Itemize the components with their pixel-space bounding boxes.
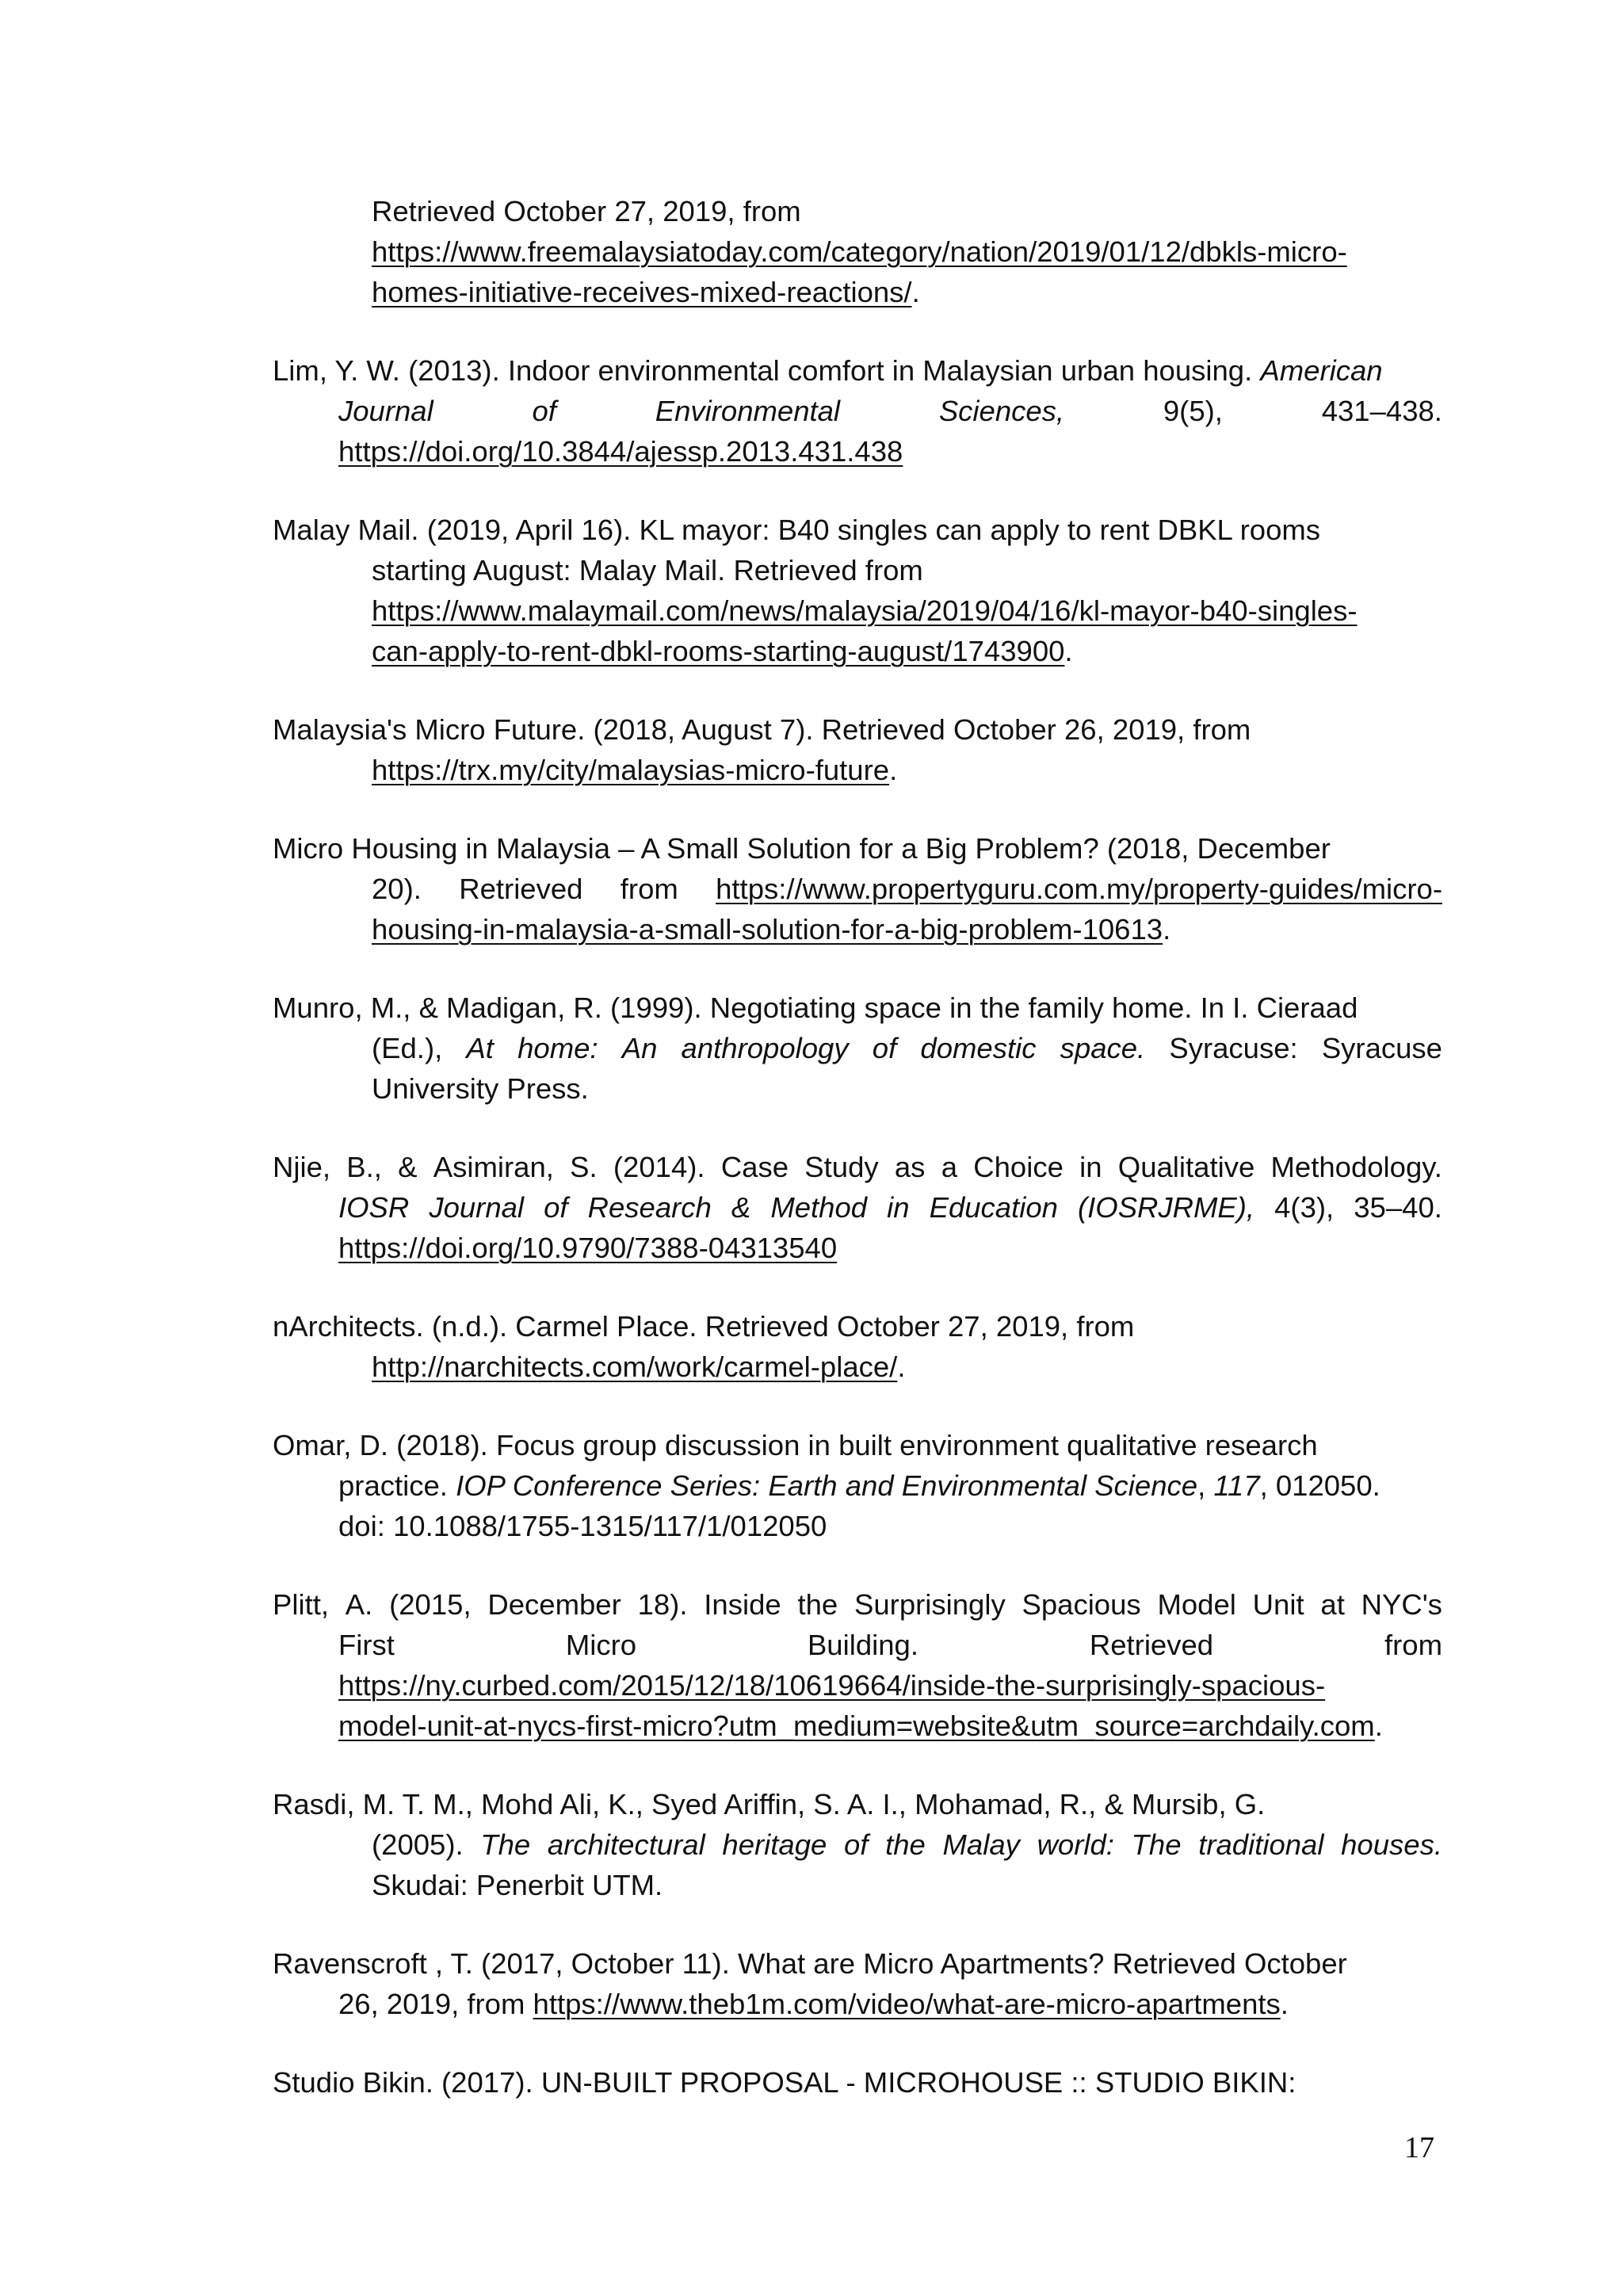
reference-line [338, 1466, 1381, 1506]
reference-line [338, 432, 903, 472]
book-title-word: anthropology [681, 1032, 849, 1064]
journal-word: Method [770, 1191, 868, 1224]
reference-word: Case [720, 1151, 789, 1183]
reference-line [372, 910, 1170, 949]
reference-line [273, 1148, 1442, 1187]
book-title-word: The [1131, 1828, 1182, 1861]
journal-word: of [544, 1191, 568, 1224]
reference-line [338, 1985, 1289, 2024]
journal-word: IOSR [338, 1191, 410, 1224]
journal-word: & [731, 1191, 751, 1224]
reference-word: Inside [704, 1588, 781, 1621]
reference-line [338, 1626, 1442, 1665]
journal-title: IOP Conference Series: Earth and Environmental Science [456, 1469, 1198, 1502]
reference-word: in [1079, 1151, 1102, 1183]
reference-word: First [338, 1629, 395, 1661]
reference-text: Ravenscroft , T. (2017, October 11). What are Micro Apartments? Retrieved October [273, 1947, 1347, 1980]
reference-line [372, 551, 923, 590]
pages: 431–438. [1321, 395, 1442, 427]
volume: 117 [1213, 1469, 1260, 1502]
reference-link[interactable]: https://trx.my/city/malaysias-micro-future [372, 754, 890, 786]
book-title-word: architectural [547, 1828, 705, 1861]
reference-word: Unit [1252, 1588, 1304, 1621]
reference-word: Njie, [273, 1151, 331, 1183]
book-title-word: space. [1060, 1032, 1146, 1064]
reference-text: Micro Housing in Malaysia – A Small Solution for a Big Problem? (2018, December [273, 832, 1331, 865]
reference-text: starting August: Malay Mail. Retrieved from [372, 554, 923, 586]
reference-text: Rasdi, M. T. M., Mohd Ali, K., Syed Ariffin, S. A. I., Mohamad, R., & Mursib, G. [273, 1788, 1266, 1820]
book-title-word: of [843, 1828, 869, 1861]
journal-word: Journal [429, 1191, 525, 1224]
reference-word: Choice [973, 1151, 1064, 1183]
reference-word: a [941, 1151, 957, 1183]
reference-text: Retrieved October 27, 2019, from [372, 195, 801, 227]
pages: 35–40. [1354, 1191, 1442, 1224]
reference-word: Retrieved [1089, 1629, 1214, 1661]
book-title-word: The [480, 1828, 531, 1861]
journal-word: Research [587, 1191, 712, 1224]
journal-word: in [887, 1191, 910, 1224]
reference-word: from [620, 873, 678, 905]
reference-word: 20). [372, 873, 422, 905]
reference-text: , 012050. [1259, 1469, 1381, 1502]
punctuation: . [911, 276, 920, 308]
reference-line [372, 591, 1358, 631]
reference-line [372, 232, 1347, 272]
reference-link[interactable]: housing-in-malaysia-a-small-solution-for-a-big-problem-10613 [372, 913, 1163, 946]
reference-link[interactable]: https://www.freemalaysiatoday.com/category/nation/2019/01/12/dbkls-micro- [372, 235, 1347, 268]
book-title-word: An [621, 1032, 658, 1064]
reference-word: Retrieved [459, 873, 583, 905]
reference-word: 18). [637, 1588, 688, 1621]
reference-text: Skudai: Penerbit UTM. [372, 1869, 663, 1901]
reference-word: A. [345, 1588, 373, 1621]
reference-line [372, 1825, 1442, 1865]
punctuation: . [1163, 913, 1171, 946]
book-title-word: At [466, 1032, 494, 1064]
reference-link[interactable]: can-apply-to-rent-dbkl-rooms-starting-august/1743900 [372, 635, 1065, 667]
reference-line [372, 1069, 589, 1109]
book-title-word: Malay [942, 1828, 1020, 1861]
reference-word: Building. [807, 1629, 918, 1661]
punctuation: . [1064, 635, 1073, 667]
reference-link[interactable]: homes-initiative-receives-mixed-reactions/ [372, 276, 912, 308]
reference-word: Methodology. [1270, 1151, 1442, 1183]
book-title-word: home: [517, 1032, 598, 1064]
journal-word: Education [929, 1191, 1058, 1224]
reference-line [273, 988, 1358, 1028]
reference-word: S. [570, 1151, 598, 1183]
reference-word: Syracuse [1321, 1032, 1442, 1064]
reference-text: Lim, Y. W. (2013). Indoor environmental comfort in Malaysian urban housing. [273, 354, 1261, 387]
reference-line [372, 869, 1442, 909]
reference-word: (2015, [389, 1588, 472, 1621]
reference-link[interactable]: https://www.propertyguru.com.my/property-guides/micro- [716, 873, 1442, 905]
reference-line [273, 2063, 1296, 2103]
reference-line [372, 273, 920, 312]
reference-link[interactable]: https://www.theb1m.com/video/what-are-micro-apartments [533, 1988, 1281, 2020]
book-title-word: of [872, 1032, 897, 1064]
page-number: 17 [1404, 2131, 1434, 2164]
reference-word: Spacious [1022, 1588, 1141, 1621]
reference-line [273, 351, 1383, 391]
reference-link[interactable]: http://narchitects.com/work/carmel-place/ [372, 1350, 898, 1383]
reference-text: , [1197, 1469, 1214, 1502]
reference-text: Munro, M., & Madigan, R. (1999). Negotiating space in the family home. In I. Cieraad [273, 991, 1358, 1024]
punctuation: . [1374, 1710, 1383, 1742]
reference-line [372, 1866, 663, 1905]
doi-link[interactable]: https://doi.org/10.3844/ajessp.2013.431.438 [338, 435, 903, 468]
punctuation: . [1280, 1988, 1289, 2020]
reference-word: the [797, 1588, 838, 1621]
reference-text: Studio Bikin. (2017). UN-BUILT PROPOSAL - MICROHOUSE :: STUDIO BIKIN: [273, 2066, 1296, 2099]
reference-word: (2005). [372, 1828, 464, 1861]
reference-line [273, 1785, 1265, 1824]
punctuation: . [889, 754, 898, 786]
journal-word: of [532, 395, 556, 427]
reference-line [273, 1585, 1442, 1625]
reference-text: nArchitects. (n.d.). Carmel Place. Retrieved October 27, 2019, from [273, 1310, 1135, 1343]
reference-line [372, 1347, 905, 1387]
reference-word: from [1384, 1629, 1442, 1661]
reference-text: 26, 2019, from [338, 1988, 533, 2020]
reference-line [273, 710, 1251, 750]
journal-word: (IOSRJRME), [1078, 1191, 1255, 1224]
journal-title: American [1260, 354, 1383, 387]
reference-text: University Press. [372, 1072, 589, 1105]
reference-line [273, 1426, 1318, 1465]
reference-text: Malaysia's Micro Future. (2018, August 7). Retrieved October 26, 2019, from [273, 713, 1251, 746]
reference-word: Qualitative [1117, 1151, 1255, 1183]
reference-link[interactable]: https://www.malaymail.com/news/malaysia/2019/04/16/kl-mayor-b40-singles- [372, 594, 1358, 627]
reference-word: NYC's [1361, 1588, 1442, 1621]
reference-word: Model [1157, 1588, 1236, 1621]
reference-line [273, 829, 1331, 869]
volume-issue: 4(3), [1274, 1191, 1335, 1224]
journal-word: Sciences, [938, 395, 1065, 427]
reference-word: at [1320, 1588, 1345, 1621]
reference-word: Syracuse: [1169, 1032, 1298, 1064]
book-title-word: traditional [1198, 1828, 1324, 1861]
journal-word: Journal [338, 395, 433, 427]
book-title-word: the [885, 1828, 926, 1861]
reference-line [338, 392, 1442, 431]
doi-text: doi: 10.1088/1755-1315/117/1/012050 [338, 1510, 827, 1542]
reference-text: Malay Mail. (2019, April 16). KL mayor: B40 singles can apply to rent DBKL rooms [273, 514, 1321, 546]
book-title-word: domestic [920, 1032, 1037, 1064]
reference-line [273, 510, 1320, 550]
reference-word: Study [804, 1151, 879, 1183]
reference-word: December [487, 1588, 621, 1621]
book-title-word: houses. [1341, 1828, 1442, 1861]
reference-line [372, 1029, 1442, 1068]
reference-line [372, 192, 801, 231]
reference-link[interactable]: https://ny.curbed.com/2015/12/18/10619664/inside-the-surprisingly-spacious- [338, 1669, 1326, 1702]
reference-word: Micro [565, 1629, 637, 1661]
reference-word: Plitt, [273, 1588, 329, 1621]
reference-text: practice. [338, 1469, 456, 1502]
reference-word: & [398, 1151, 418, 1183]
reference-line [273, 1307, 1134, 1347]
reference-line [338, 1507, 827, 1546]
reference-word: (Ed.), [372, 1032, 443, 1064]
reference-line [338, 1228, 837, 1268]
reference-word: (2014). [613, 1151, 705, 1183]
reference-word: Surprisingly [854, 1588, 1006, 1621]
volume-issue: 9(5), [1163, 395, 1223, 427]
book-title-word: heritage [722, 1828, 827, 1861]
reference-line [338, 1188, 1442, 1228]
reference-word: Asimiran, [433, 1151, 554, 1183]
punctuation: . [897, 1350, 906, 1383]
book-title-word: world: [1037, 1828, 1114, 1861]
reference-text: Omar, D. (2018). Focus group discussion in built environment qualitative research [273, 1429, 1318, 1461]
reference-line [338, 1706, 1383, 1746]
reference-word: B., [346, 1151, 382, 1183]
reference-line [273, 1944, 1347, 1984]
journal-word: Environmental [655, 395, 841, 427]
reference-line [372, 632, 1073, 671]
reference-link[interactable]: model-unit-at-nycs-first-micro?utm_medium=website&utm_source=archdaily.com [338, 1710, 1375, 1742]
reference-line [372, 751, 897, 790]
doi-link[interactable]: https://doi.org/10.9790/7388-04313540 [338, 1232, 838, 1264]
reference-line [338, 1666, 1325, 1706]
reference-word: as [894, 1151, 926, 1183]
